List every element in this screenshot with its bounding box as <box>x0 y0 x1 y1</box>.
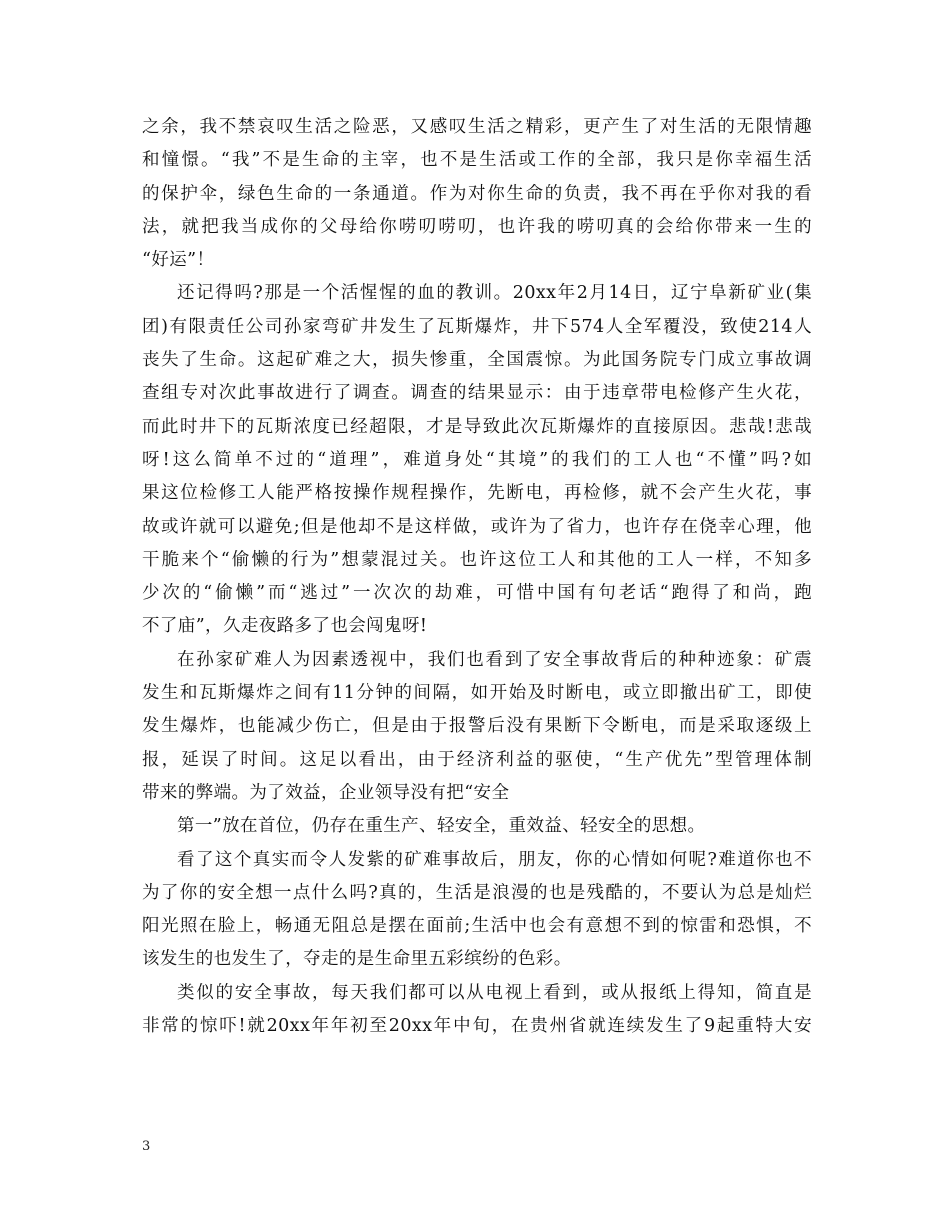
paragraph <box>142 111 812 277</box>
text-line: 该发生的也发生了，夺走的是生命里五彩缤纷的色彩。 <box>142 949 572 970</box>
page-number: 3 <box>142 1139 151 1154</box>
text-line: 为了你的安全想一点什么吗?真的，生活是浪漫的也是残酷的，不要认为总是灿烂 <box>142 882 812 903</box>
text-line: 带来的弊端。为了效益，企业领导没有把“安全 <box>142 782 510 803</box>
text-line: 的保护伞，绿色生命的一条通道。作为对你生命的负责，我不再在乎你对我的看 <box>142 183 812 204</box>
text-line: “好运”！ <box>142 250 215 271</box>
text-line: 果这位检修工人能严格按操作规程操作，先断电，再检修，就不会产生火花，事 <box>142 483 812 504</box>
text-line: 还记得吗?那是一个活惺惺的血的教训。20xx年2月14日，辽宁阜新矿业(集 <box>177 283 812 304</box>
text-line: 故或许就可以避免;但是他却不是这样做，或许为了省力，也许存在侥幸心理，他 <box>142 516 812 537</box>
text-line: 而此时井下的瓦斯浓度已经超限，才是导致此次瓦斯爆炸的直接原因。悲哉!悲哉 <box>142 416 812 437</box>
paragraph <box>142 644 812 810</box>
paragraph <box>142 977 812 1044</box>
text-line: 少次的“偷懒”而“逃过”一次次的劫难，可惜中国有句老话“跑得了和尚，跑 <box>142 583 812 604</box>
document-body <box>142 111 812 1043</box>
text-line: 不了庙”，久走夜路多了也会闯鬼呀! <box>142 616 428 637</box>
text-line: 类似的安全事故，每天我们都可以从电视上看到，或从报纸上得知，简直是 <box>177 982 812 1003</box>
paragraph <box>142 844 812 977</box>
paragraph <box>142 277 812 643</box>
text-line: 法，就把我当成你的父母给你唠叨唠叨，也许我的唠叨真的会给你带来一生的 <box>142 216 812 237</box>
paragraph <box>142 810 812 843</box>
text-line: 干脆来个“偷懒的行为”想蒙混过关。也许这位工人和其他的工人一样，不知多 <box>142 549 812 570</box>
text-line: 发生和瓦斯爆炸之间有11分钟的间隔，如开始及时断电，或立即撤出矿工，即使 <box>142 683 812 704</box>
text-line: 在孙家矿难人为因素透视中，我们也看到了安全事故背后的种种迹象：矿震 <box>177 649 812 670</box>
text-line: 呀!这么简单不过的“道理”，难道身处“其境”的我们的工人也“不懂”吗?如 <box>142 449 812 470</box>
text-line: 第一”放在首位，仍存在重生产、轻安全，重效益、轻安全的思想。 <box>177 816 706 837</box>
text-line: 查组专对次此事故进行了调查。调查的结果显示：由于违章带电检修产生火花， <box>142 383 812 404</box>
text-line: 看了这个真实而令人发紫的矿难事故后，朋友，你的心情如何呢?难道你也不 <box>177 849 812 870</box>
text-line: 和憧憬。“我”不是生命的主宰，也不是生活或工作的全部，我只是你幸福生活 <box>142 150 812 171</box>
text-line: 丧失了生命。这起矿难之大，损失惨重，全国震惊。为此国务院专门成立事故调 <box>142 350 812 371</box>
text-line: 之余，我不禁哀叹生活之险恶，又感叹生活之精彩，更产生了对生活的无限情趣 <box>142 117 812 137</box>
text-line: 阳光照在脸上，畅通无阻总是摆在面前;生活中也会有意想不到的惊雷和恐惧，不 <box>142 916 812 937</box>
text-line: 非常的惊吓!就20xx年年初至20xx年中旬，在贵州省就连续发生了9起重特大安 <box>142 1016 812 1037</box>
text-line: 报，延误了时间。这足以看出，由于经济利益的驱使，“生产优先”型管理体制 <box>142 749 812 770</box>
text-line: 发生爆炸，也能减少伤亡，但是由于报警后没有果断下令断电，而是采取逐级上 <box>142 716 812 737</box>
text-line: 团)有限责任公司孙家弯矿井发生了瓦斯爆炸，井下574人全军覆没，致使214人 <box>142 316 812 337</box>
